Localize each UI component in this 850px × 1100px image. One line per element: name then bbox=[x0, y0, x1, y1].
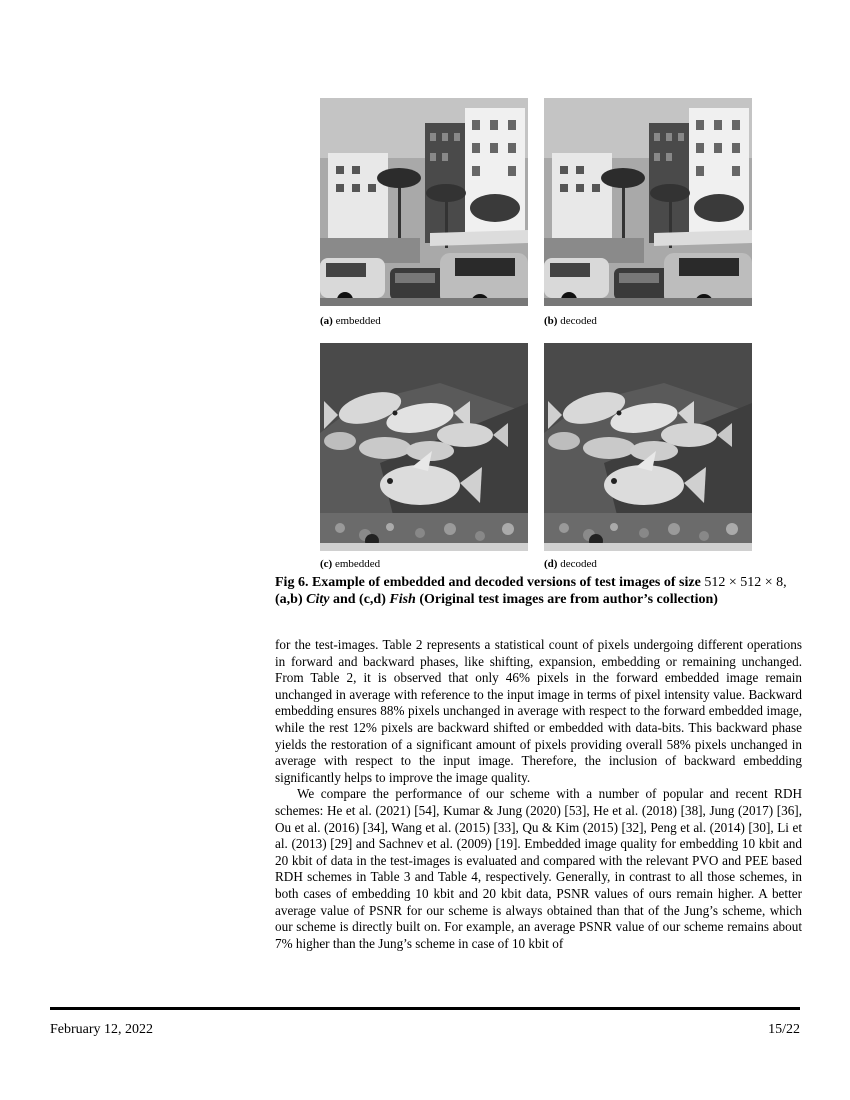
figure-panel-a-image bbox=[320, 98, 528, 306]
body-text bbox=[275, 637, 802, 952]
figure-panel-c-image bbox=[320, 343, 528, 551]
paragraph-1: for the test-images. Table 2 represents a statistical count of pixels undergoing different operations in forward and backward phases, like shifting, expansion, embedding or remaining unchanged. From Table 2, it is observed that only 46% pixels in the forward embedded image remain unchanged in average with reference to the input image in terms of pixel intensity value. Backward embedding ensures 88% pixels unchanged in average with respect to the forward embedded image, while the rest 12% pixels are backward shifted or embedded with data-bits. This backward phase yields the restoration of a significant amount of pixels providing overall 58% pixels unchanged in average with respect to the input image. Therefore, the inclusion of backward embedding significantly helps to improve the image quality. bbox=[275, 637, 802, 785]
figure-panel-d-image bbox=[544, 343, 752, 551]
figure-panel-d-label: (d) decoded bbox=[544, 558, 597, 570]
figure-panel-a-label: (a) embedded bbox=[320, 315, 381, 327]
figure-panel-b-image bbox=[544, 98, 752, 306]
footer-page-number: 15/22 bbox=[768, 1022, 800, 1037]
figure-panel-c-label: (c) embedded bbox=[320, 558, 381, 570]
figure-panel-b-label: (b) decoded bbox=[544, 315, 597, 327]
footer-date: February 12, 2022 bbox=[50, 1022, 154, 1037]
figure-caption: Fig 6. Example of embedded and decoded versions of test images of size 512 × 512 × 8, (a,b) City and (c,d) Fish (Original test images are from author’s collection) bbox=[275, 575, 787, 607]
footer-rule bbox=[50, 1007, 800, 1010]
paragraph-2: We compare the performance of our scheme with a number of popular and recent RDH schemes: He et al. (2021) [54], Kumar & Jung (2020) [53], He et al. (2018) [38], Jung (2017) [36], Ou et al. (2016) [34], Wang et al. (2015) [33], Qu & Kim (2015) [32], Peng et al. (2014) [30], Li et al. (2013) [29] and Sachnev et al. (2009) [19]. Embedded image quality for embedding 10 kbit and 20 kbit of data in the test-images is evaluated and compared with the relevant PVO and PEE based RDH schemes in Table 3 and Table 4, respectively. Generally, in contrast to all those schemes, in both cases of embedding 10 kbit and 20 kbit data, PSNR values of ours remain higher. A better average value of PSNR for our scheme is always obtained than that of the Jung’s scheme, which our scheme is directly built on. For example, an average PSNR value of our scheme remains about 7% higher than the Jung’s scheme in case of 10 kbit of bbox=[275, 786, 802, 951]
